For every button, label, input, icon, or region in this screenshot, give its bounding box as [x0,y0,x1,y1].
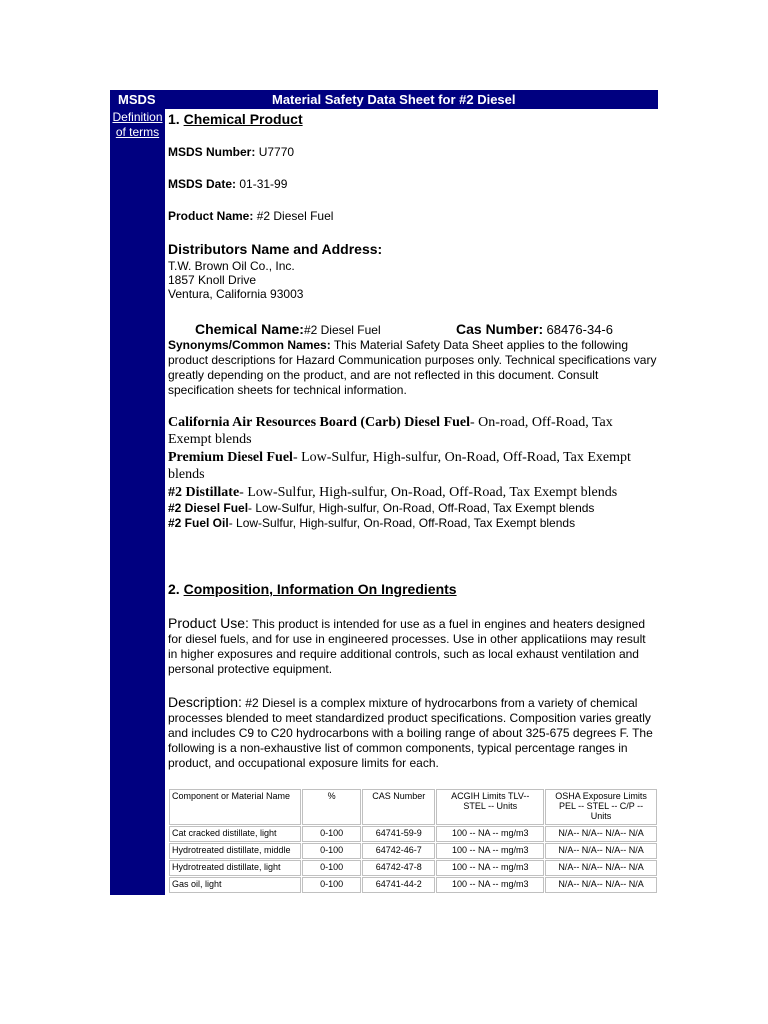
description-paragraph [168,695,658,771]
premium-entry [168,449,658,483]
product-use-text: This product is intended for use as a fuel in engines and heaters designed for diesel fuels, and for use in engineered processes. Use in other applicatiions may result in higher exposures and require additional controls, such as local exhaust ventilation and personal protective equipment. [168,617,646,676]
msds-date-row [168,177,287,191]
cell-component: Cat cracked distillate, light [169,826,301,842]
fueloil-entry [168,516,575,530]
product-use-paragraph [168,616,658,677]
carb-text: - On-road, Off-Road, Tax Exempt blends [168,415,613,447]
col-header-cas: CAS Number [362,789,435,825]
product-use-label: Product Use: [168,615,249,631]
msds-label: MSDS [118,92,156,107]
section1-title: Chemical Product [183,111,303,127]
product-name-row [168,209,333,223]
chemical-name-row [195,321,381,337]
cell-percent: 0-100 [302,843,361,859]
distillate-label: #2 Distillate [168,485,240,500]
composition-table [168,788,658,894]
section2-heading [168,581,457,597]
cas-number-label: Cas Number: [456,321,544,337]
chemical-name-label: Chemical Name: [195,321,304,337]
synonyms-text: This Material Safety Data Sheet applies to the following product descriptions for Hazard Communication purposes only. Technical specifications vary greatly depending on the product, and are not reflected in this document. Consult specification sheets for technical information. [168,338,657,397]
product-name-label: Product Name: [168,209,254,223]
sheet-title: Material Safety Data Sheet for #2 Diesel [272,92,516,107]
msds-number-row [168,145,294,159]
definition-link-line1: Definition [112,110,163,124]
section2-title: Composition, Information On Ingredients [183,581,457,597]
chemical-name-value: #2 Diesel Fuel [303,323,381,337]
cas-number-row [456,321,613,337]
cell-percent: 0-100 [302,826,361,842]
sidebar [110,109,165,895]
cell-component: Hydrotreated distillate, middle [169,843,301,859]
cell-osha: N/A-- N/A-- N/A-- N/A [545,826,657,842]
col-header-osha: OSHA Exposure Limits PEL -- STEL -- C/P -- Units [545,789,657,825]
synonyms-label: Synonyms/Common Names: [168,338,331,352]
cas-number-value: 68476-34-6 [546,322,613,337]
msds-date-label: MSDS Date: [168,177,237,191]
col-header-percent: % [302,789,361,825]
premium-label: Premium Diesel Fuel [168,450,293,465]
synonyms-paragraph [168,338,658,398]
cell-osha: N/A-- N/A-- N/A-- N/A [545,843,657,859]
cell-cas: 64741-44-2 [362,877,435,893]
table-header-row [169,789,657,825]
col-header-acgih: ACGIH Limits TLV-- STEL -- Units [436,789,544,825]
definition-of-terms-link[interactable] [110,110,165,140]
definition-link-line2: of terms [115,125,160,139]
cell-cas: 64742-46-7 [362,843,435,859]
diesel-text: - Low-Sulfur, High-sulfur, On-Road, Off-Road, Tax Exempt blends [248,501,595,515]
description-label: Description: [168,694,242,710]
section1-number: 1. [168,111,180,127]
address-line-2: 1857 Knoll Drive [168,273,257,287]
address-line-1: T.W. Brown Oil Co., Inc. [168,259,295,273]
premium-text: - Low-Sulfur, High-sulfur, On-Road, Off-Road, Tax Exempt blends [168,450,631,482]
cell-percent: 0-100 [302,877,361,893]
distillate-entry [168,484,658,501]
table-row [169,877,657,893]
cell-component: Gas oil, light [169,877,301,893]
cell-osha: N/A-- N/A-- N/A-- N/A [545,877,657,893]
cell-acgih: 100 -- NA -- mg/m3 [436,826,544,842]
table-row [169,843,657,859]
table-row [169,826,657,842]
diesel-entry [168,501,594,515]
distillate-text: - Low-Sulfur, High-sulfur, On-Road, Off-Road, Tax Exempt blends [239,485,618,500]
cell-acgih: 100 -- NA -- mg/m3 [436,877,544,893]
col-header-component: Component or Material Name [169,789,301,825]
fueloil-label: #2 Fuel Oil [168,516,229,530]
distributor-label: Distributors Name and Address: [168,241,383,257]
section2-number: 2. [168,581,180,597]
msds-number-label: MSDS Number: [168,145,256,159]
cell-percent: 0-100 [302,860,361,876]
cell-cas: 64741-59-9 [362,826,435,842]
description-text: #2 Diesel is a complex mixture of hydrocarbons from a variety of chemical processes blended to meet standardized product specifications. Composition varies greatly and includes C9 to C20 hydrocarbons with a boiling range of about 325-675 degrees F. The following is a non-exhaustive list of common components, typical percentage ranges in product, and occupational exposure limits for each. [168,696,653,770]
cell-component: Hydrotreated distillate, light [169,860,301,876]
cell-cas: 64742-47-8 [362,860,435,876]
carb-entry [168,414,658,448]
section1-heading [168,111,303,127]
msds-date-value: 01-31-99 [239,177,288,191]
msds-number-value: U7770 [258,145,295,159]
fueloil-text: - Low-Sulfur, High-sulfur, On-Road, Off-Road, Tax Exempt blends [228,516,576,530]
cell-acgih: 100 -- NA -- mg/m3 [436,860,544,876]
table-row [169,860,657,876]
diesel-label: #2 Diesel Fuel [168,501,249,515]
cell-acgih: 100 -- NA -- mg/m3 [436,843,544,859]
cell-osha: N/A-- N/A-- N/A-- N/A [545,860,657,876]
product-name-value: #2 Diesel Fuel [256,209,334,223]
header-bar [110,90,658,109]
address-line-3: Ventura, California 93003 [168,287,304,301]
carb-label: California Air Resources Board (Carb) Diesel Fuel [168,415,471,430]
